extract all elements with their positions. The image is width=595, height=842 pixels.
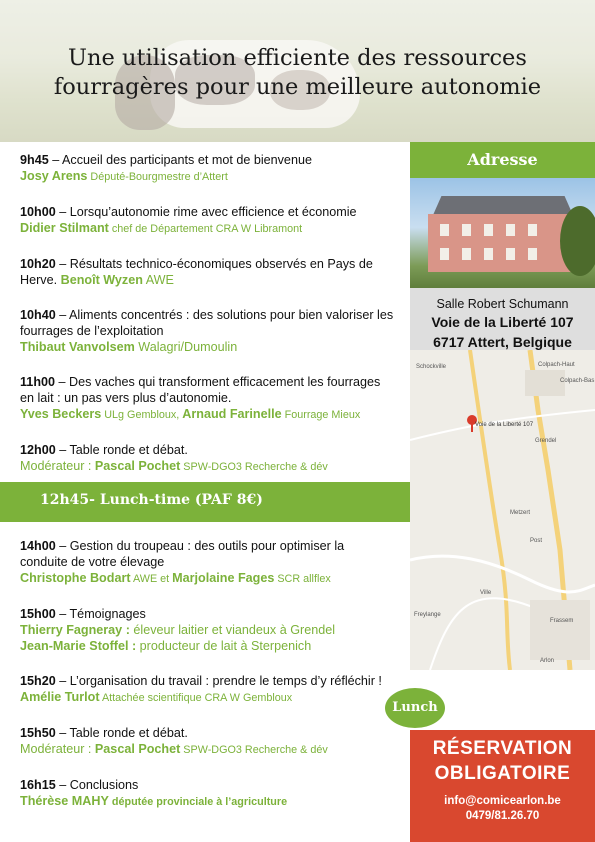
venue-photo [410, 178, 595, 288]
program-item: 10h00 – Lorsqu’autonomie rime avec efficience et économie Didier Stilmant chef de Département CRA W Libramont [20, 205, 357, 235]
speaker-name: Didier Stilmant [20, 221, 109, 235]
program-item: 11h00 – Des vaches qui transforment efficacement les fourrages en lait : un pas vers plus d’autonomie. Yves Beckers ULg Gembloux, Arnaud Farinelle Fourrage Mieux [20, 375, 381, 421]
program-item: 12h00 – Table ronde et débat. Modérateur : Pascal Pochet SPW-DGO3 Recherche & dév [20, 443, 328, 473]
location-map[interactable]: Voie de la Liberté 107 Schockville Colpach-Haut Colpach-Bas Grendel Metzert Post Ville Frassem Freylange Arlon [410, 350, 595, 670]
lunch-badge: Lunch [382, 685, 448, 731]
program-item: 15h20 – L’organisation du travail : prendre le temps d’y réfléchir ! Amélie Turlot Attachée scientifique CRA W Gembloux [20, 674, 382, 704]
program-item: 9h45 – Accueil des participants et mot de bienvenue Josy Arens Député-Bourgmestre d’Attert [20, 153, 312, 183]
reservation-phone[interactable]: 0479/81.26.70 [465, 810, 540, 822]
speaker-name: Josy Arens [20, 169, 88, 183]
address-heading: Adresse [410, 142, 595, 178]
speaker-name: Benoît Wyzen [60, 273, 143, 287]
speaker-name: Amélie Turlot [20, 690, 100, 704]
speaker-name: Pascal Pochet [94, 742, 181, 756]
program-item: 16h15 – Conclusions Thérèse MAHY députée provinciale à l’agriculture [20, 778, 288, 808]
program-morning [20, 152, 395, 494]
speaker-name: Christophe Bodart [20, 571, 131, 585]
speaker-name: Thérèse MAHY [20, 794, 109, 808]
speaker-name: Arnaud Farinelle [182, 407, 282, 421]
reservation-email[interactable]: info@comicearlon.be [444, 795, 561, 807]
speaker-name: Marjolaine Fages [172, 571, 275, 585]
program-afternoon [20, 538, 395, 829]
speaker-name: Jean-Marie Stoffel : [20, 639, 137, 653]
street-address: Voie de la Liberté 107 [431, 314, 574, 330]
program-item: 15h00 – Témoignages Thierry Fagneray : éleveur laitier et viandeux à Grendel Jean-Marie Stoffel : producteur de lait à Sterpenich [20, 607, 336, 653]
lunch-time-bar: 12h45- Lunch-time (PAF 8€) [0, 482, 410, 522]
program-item: 10h20 – Résultats technico-économiques observés en Pays de Herve. Benoît Wyzen AWE [20, 257, 373, 287]
reservation-title: RÉSERVATION [432, 738, 573, 759]
page-title: Une utilisation efficiente des ressources fourragères pour une meilleure autonomie [53, 45, 542, 100]
speaker-name: Yves Beckers [20, 407, 102, 421]
address-block [410, 288, 595, 350]
program-item: 15h50 – Table ronde et débat. Modérateur : Pascal Pochet SPW-DGO3 Recherche & dév [20, 726, 328, 756]
reservation-subtitle: OBLIGATOIRE [434, 763, 571, 784]
speaker-name: Pascal Pochet [94, 459, 181, 473]
city-address: 6717 Attert, Belgique [433, 334, 572, 350]
program-item: 14h00 – Gestion du troupeau : des outils pour optimiser la conduite de votre élevage Christophe Bodart AWE et Marjolaine Fages SCR allflex [20, 539, 345, 585]
venue-name: Salle Robert Schumann [436, 297, 569, 311]
speaker-name: Thierry Fagneray : [20, 623, 130, 637]
header-banner [0, 0, 595, 142]
program-item: 10h40 – Aliments concentrés : des solutions pour bien valoriser les fourrages de l’exploitation Thibaut Vanvolsem Walagri/Dumoulin [20, 308, 394, 354]
map-pin-label: Voie de la Liberté 107 [475, 422, 534, 428]
speaker-name: Thibaut Vanvolsem [20, 340, 135, 354]
reservation-box [410, 730, 595, 842]
